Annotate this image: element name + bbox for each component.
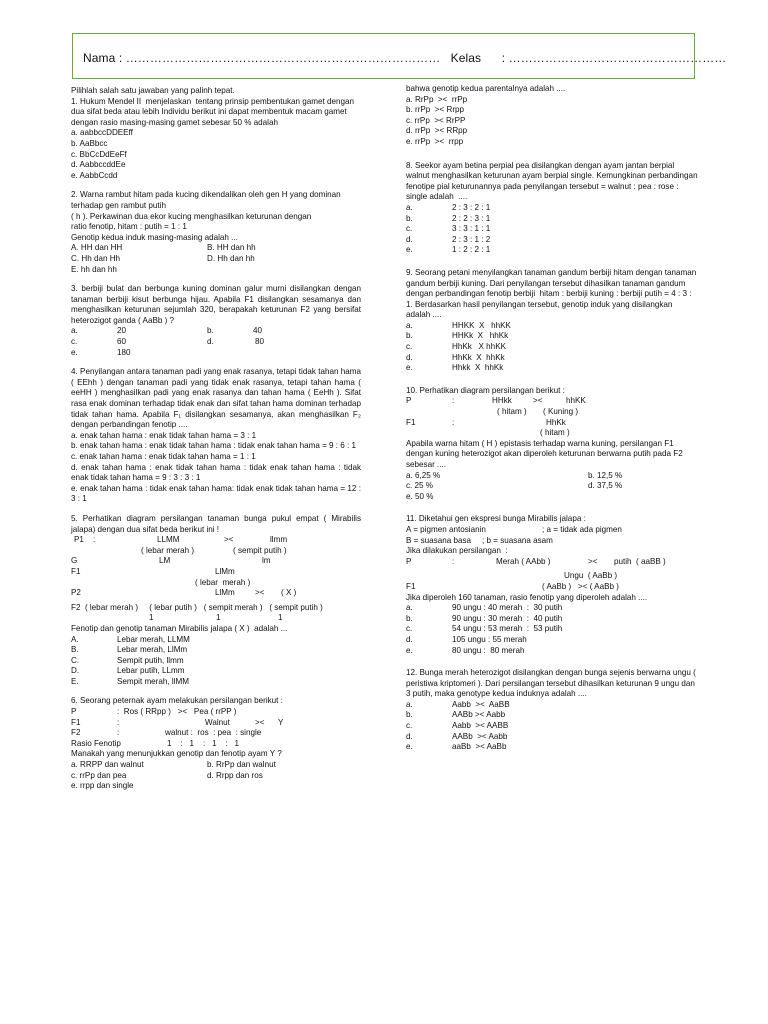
- cross-diagram-p: [406, 396, 698, 407]
- option-d-letter: d.: [207, 337, 214, 347]
- question-9-stem: 9. Seorang petani menyilangkan tanaman gandum berbiji hitam dengan tanaman gandum berbiji kuning. Dari penyilangan tersebut dihasilkan tanaman gandum dengan perbandingan fenotip berbiji hitam : berbiji kuning : berbiji putih = 4 : 3 : 1. Berdasarkan hasil penyilangan tersebut, genotip induk yang disilangkan adalah ....: [406, 267, 699, 320]
- question-5-ask: Fenotip dan genotip tanaman Mirabilis jalapa ( X ) adalah ...: [71, 623, 288, 633]
- colon: :: [93, 535, 96, 545]
- cross-diagram-p1: [71, 535, 361, 546]
- option-letter: a.: [406, 603, 413, 613]
- cross-symbol: ><: [588, 556, 598, 566]
- ratio-values: 1 : 1 : 1 : 1: [167, 738, 239, 748]
- option-letter: a.: [406, 320, 413, 330]
- genotype: LlMm: [215, 566, 235, 576]
- option-text: aaBb >< AaBb: [452, 742, 507, 752]
- option-letter: e.: [406, 742, 413, 752]
- question-9: [406, 268, 698, 374]
- question-4-stem: 4. Penyilangan antara tanaman padi yang enak rasanya, tetapi tidak tahan hama ( EEhh ) dengan tanaman padi yang tidak enak rasanya, tetapi tahan hama ( eeHH ) menghasilkan padi yang enak rasanya dan tahan hama ( EeHh ). Sifat rasa enak dominan terhadap tidak enak dan sifat tahan hama dominan terhadap tidak tahan hama. Apabila F₁ disilangkan sesamanya, akan menghasilkan F₂ dengan perbandingan fenotip ....: [71, 367, 361, 430]
- label-f1: F1: [406, 581, 416, 591]
- cross-diagram-gamete: [71, 556, 361, 567]
- option-b: b. enak tahan hama : enak tidak tahan hama : tidak enak tahan hama = 9 : 6 : 1: [71, 441, 357, 451]
- question-7: [406, 84, 698, 148]
- option-letter: c.: [406, 342, 413, 352]
- question-11-stem: 11. Diketahui gen ekspresi bunga Mirabilis jalapa :: [406, 514, 586, 524]
- instruction: Pilihlah salah satu jawaban yang palinh tepat.: [71, 86, 235, 95]
- colon: :: [117, 717, 120, 727]
- option-c: c. rrPp >< RrPP: [406, 115, 466, 125]
- option-text: AABb >< Aabb: [452, 710, 506, 720]
- question-3-stem: 3. berbiji bulat dan berbunga kuning dominan galur murni disilangkan dengan tanaman berbiji kisut berbunga hijau. Apabila F1 disilangkan sesamanya dan menghasilkan keturunan sejumlah 320, berapakah keturunan F2 yang bersifat heterozigot ganda ( AaBb ) ?: [71, 284, 361, 325]
- option-b: [406, 710, 698, 721]
- option-a: a. enak tahan hama : enak tidak tahan hama = 3 : 1: [71, 430, 257, 440]
- option-e: 180: [117, 347, 131, 357]
- option-b: [406, 331, 698, 342]
- option-letter: A.: [71, 634, 79, 644]
- options-row: [406, 471, 698, 482]
- option-text: Aabb >< AaBB: [452, 699, 510, 709]
- cross-diagram-f1: [406, 418, 698, 429]
- phenotype: ( lebar merah ): [141, 545, 195, 555]
- label-p: P: [71, 707, 77, 717]
- label-f1: F1: [71, 566, 81, 576]
- f1-cross: ( AaBb ) >< ( AaBb ): [542, 581, 619, 591]
- name-class-box: [72, 33, 727, 79]
- option-a: a. 6,25 %: [406, 470, 441, 480]
- cross-diagram-phenotype: [406, 407, 698, 418]
- option-c: [406, 342, 698, 353]
- option-text: Hhkk X hhKk: [452, 363, 504, 373]
- option-a: [406, 700, 698, 711]
- question-10-stem: 10. Perhatikan diagram persilangan berikut :: [406, 385, 565, 395]
- option-a: [406, 603, 698, 614]
- option-c: c. 25 %: [406, 481, 433, 491]
- option-text: 90 ungu : 30 merah : 40 putih: [452, 613, 563, 623]
- cross-diagram-f1: [71, 718, 361, 729]
- options-row: [71, 243, 361, 254]
- option-d: [71, 666, 361, 677]
- question-2-line: ( h ). Perkawinan dua ekor kucing menghasilkan keturunan dengan: [71, 211, 312, 221]
- phenotype: ( Kuning ): [543, 407, 579, 417]
- option-a: [406, 203, 698, 214]
- question-5-stem: 5. Perhatikan diagram persilangan tanaman bunga pukul empat ( Mirabilis jalapa) dengan dua sifat beda berikut ini !: [71, 513, 361, 534]
- cross-diagram-p: [71, 707, 361, 718]
- option-b: [406, 214, 698, 225]
- option-letter: d.: [406, 634, 413, 644]
- option-a: a. aabbccDDEEff: [71, 128, 133, 138]
- option-letter: E.: [71, 676, 79, 686]
- phenotype: ( sempit putih ): [233, 545, 287, 555]
- question-5: [71, 514, 361, 688]
- phenotype: Ungu ( AaBb ): [564, 571, 618, 581]
- option-e-letter: e.: [71, 347, 78, 357]
- option-text: Lebar putih, LLmm: [117, 666, 185, 676]
- option-text: HHKk X hhKk: [452, 331, 509, 341]
- genotype: llmm: [270, 535, 288, 545]
- genotype: LLMM: [157, 535, 180, 545]
- gene-definition: ; a = tidak ada pigmen: [542, 524, 622, 534]
- question-4: [71, 367, 361, 505]
- option-e: E. hh dan hh: [71, 264, 117, 274]
- option-b: b. AaBbcc: [71, 138, 108, 148]
- option-c: [406, 721, 698, 732]
- option-d: d. enak tahan hama : enak tidak tahan hama : tidak enak tahan hama : tidak enak tidak tahan hama = 9 : 3 : 3 : 1: [71, 462, 361, 483]
- options-row: [71, 348, 361, 359]
- option-letter: D.: [71, 666, 80, 676]
- cross-diagram-f1: [406, 582, 698, 593]
- option-letter: d.: [406, 731, 413, 741]
- option-text: 80 ungu : 80 merah: [452, 645, 525, 655]
- option-e: [71, 677, 361, 688]
- option-text: 90 ungu : 40 merah : 30 putih: [452, 603, 563, 613]
- option-d: D. Hh dan hh: [207, 253, 255, 263]
- question-10: [406, 386, 698, 503]
- option-d: d. Rrpp dan ros: [207, 770, 263, 780]
- option-d: [406, 235, 698, 246]
- option-text: 54 ungu : 53 merah : 53 putih: [452, 624, 563, 634]
- options-row: [406, 481, 698, 492]
- ratio-label: Rasio Fenotip: [71, 738, 121, 748]
- left-column: [71, 86, 361, 792]
- name-class-line: Nama : …………………………………………………………………… Kelas : ………………………………………………: [83, 51, 727, 65]
- option-b: [71, 645, 361, 656]
- question-6-ask: Manakah yang menunjukkan genotip dan fenotip ayam Y ?: [71, 749, 282, 759]
- question-2-stem: 2. Warna rambut hitam pada kucing dikendalikan oleh gen H yang dominan terhadap gen rambut putih: [71, 190, 343, 210]
- option-text: Sempit merah, llMM: [117, 676, 189, 686]
- cross-symbol: ><: [255, 588, 265, 598]
- option-a-letter: a.: [71, 326, 78, 336]
- option-letter: b.: [406, 213, 413, 223]
- option-c: c. enak tahan hama : enak tidak tahan hama = 1 : 1: [71, 452, 256, 461]
- option-b: 40: [253, 326, 263, 336]
- parent: Merah ( AAbb ): [496, 556, 551, 566]
- label-p2: P2: [71, 588, 81, 598]
- question-11-ask: Jika diperoleh 160 tanaman, rasio fenotip yang diperoleh adalah ....: [406, 592, 648, 602]
- colon: :: [452, 396, 455, 406]
- option-c-letter: c.: [71, 337, 78, 347]
- option-d: d. AabbccddEe: [71, 160, 126, 170]
- cross-diagram-p: [406, 557, 698, 568]
- parents: : Ros ( RRpp ) >< Pea ( rrPP ): [117, 707, 237, 717]
- genotype: HhKk: [546, 417, 566, 427]
- option-e: [406, 646, 698, 657]
- question-11: [406, 514, 698, 656]
- option-text: Sempit putih, llmm: [117, 655, 184, 665]
- option-c: [406, 224, 698, 235]
- ratio-value: 1: [149, 613, 154, 623]
- gene-definition: A = pigmen antosianin: [406, 524, 486, 534]
- cross-diagram-f1-phenotype: [71, 578, 361, 589]
- question-8-stem: 8. Seekor ayam betina perpial pea disilangkan dengan ayam jantan berpial walnut menghasilkan keturunan ayam berpial single. Kemungkinan perbandingan fenotipe pial keturunannya pada penyilangan tersebut = walnut : pea : rose : single adalah ....: [406, 160, 700, 202]
- f2-phenotypes: walnut : ros : pea : single: [165, 728, 262, 738]
- option-c: c. rrPp dan pea: [71, 770, 127, 780]
- question-2-line: ratio fenotip, hitam : putih = 1 : 1: [71, 222, 187, 232]
- option-letter: c.: [406, 624, 413, 634]
- label-f1: F1: [406, 417, 416, 427]
- option-b: b. 12,5 %: [588, 470, 623, 480]
- cross-diagram-f1-phenotype: [406, 428, 698, 439]
- question-6: [71, 696, 361, 791]
- option-c: [71, 656, 361, 667]
- cross-diagram-f2: [71, 728, 361, 739]
- option-c: [406, 624, 698, 635]
- options-row: [71, 326, 361, 337]
- option-a: A. HH dan HH: [71, 243, 123, 253]
- option-e: [406, 245, 698, 256]
- gene-definition: ; b = suasana asam: [482, 535, 553, 545]
- question-7-continuation: bahwa genotip kedua parentalnya adalah ....: [406, 84, 566, 93]
- option-letter: a.: [406, 202, 413, 212]
- ratio-value: 1: [278, 613, 283, 623]
- option-b: b. rrPp >< Rrpp: [406, 105, 465, 115]
- question-2-line: Genotip kedua induk masing-masing adalah ...: [71, 232, 238, 242]
- option-letter: b.: [406, 613, 413, 623]
- option-letter: a.: [406, 699, 413, 709]
- phenotype: Walnut: [205, 717, 230, 727]
- label-f2: F2: [71, 728, 81, 738]
- option-e: e. rrPp >< rrpp: [406, 136, 464, 146]
- option-text: 3 : 3 : 1 : 1: [452, 224, 491, 234]
- option-letter: B.: [71, 645, 79, 655]
- colon: :: [452, 417, 455, 427]
- option-letter: e.: [406, 645, 413, 655]
- gamete: LM: [159, 556, 171, 566]
- question-12-stem: 12. Bunga merah heterozigot disilangkan dengan bunga sejenis berwarna ungu ( peristiwa kriptomeri ). Dari persilangan tersebut dihasilkan keturunan 9 ungu dan 3 putih, maka genotype kedua induknya adalah ....: [406, 668, 699, 699]
- option-letter: c.: [406, 721, 413, 731]
- question-2: [71, 190, 361, 275]
- question-3: [71, 284, 361, 358]
- gamete: lm: [262, 556, 271, 566]
- cross-symbol: ><: [224, 535, 234, 545]
- option-text: Lebar merah, LlMm: [117, 645, 188, 655]
- option-a: 20: [117, 326, 127, 336]
- option-b: b. RrPp dan walnut: [207, 760, 276, 770]
- question-12: [406, 668, 698, 753]
- options-row: [71, 760, 361, 771]
- option-letter: d.: [406, 234, 413, 244]
- cross-intro: Jika dilakukan persilangan :: [406, 546, 508, 556]
- label-f1: F1: [71, 717, 81, 727]
- option-text: 1 : 2 : 2 : 1: [452, 245, 491, 255]
- option-text: HHKK X hhKK: [452, 320, 511, 330]
- option-letter: e.: [406, 363, 413, 373]
- gene-b: [406, 536, 698, 547]
- ratio-value: 1: [216, 613, 221, 623]
- option-text: 2 : 3 : 2 : 1: [452, 202, 491, 212]
- question-1-stem: 1. Hukum Mendel II menjelaskan tentang prinsip pembentukan gamet dengan dua sifat beda atau lebih Individu berikut ini dapat membentuk macam gamet dengan rasio masing-masing gamet sebesar 50 % adalah: [71, 96, 357, 127]
- label-p: P: [406, 396, 412, 406]
- option-e: e. 50 %: [406, 491, 434, 501]
- option-text: 2 : 2 : 3 : 1: [452, 213, 491, 223]
- cross-diagram-phenotype: [71, 546, 361, 557]
- parent: putih ( aaBB ): [614, 556, 666, 566]
- genotype: HHkk: [492, 396, 512, 406]
- option-e: e. rrpp dan single: [71, 781, 134, 791]
- option-d: 80: [255, 337, 265, 347]
- unknown-y: Y: [278, 717, 284, 727]
- options-row: [71, 254, 361, 265]
- colon: :: [117, 728, 120, 738]
- genotype: LlMm: [215, 588, 235, 598]
- option-text: HhKk X hhKK: [452, 342, 506, 352]
- question-6-stem: 6. Seorang peternak ayam melakukan persilangan berikut :: [71, 696, 283, 706]
- right-column: [406, 84, 698, 753]
- option-text: HhKk X hhKk: [452, 352, 505, 362]
- phenotype: ( lebar merah ): [195, 577, 251, 587]
- option-e: [406, 742, 698, 753]
- option-text: 2 : 3 : 1 : 2: [452, 234, 491, 244]
- unknown-x: ( X ): [281, 588, 297, 598]
- genotype: hhKK: [566, 396, 586, 406]
- label-g: G: [71, 556, 78, 566]
- option-d: [406, 353, 698, 364]
- question-8: [406, 161, 698, 256]
- question-1: [71, 97, 361, 182]
- option-d: [406, 732, 698, 743]
- cross-symbol: ><: [255, 717, 265, 727]
- option-d: d. 37,5 %: [588, 481, 623, 491]
- option-letter: c.: [406, 224, 413, 234]
- option-e: [406, 363, 698, 374]
- f2-phenotypes: F2 ( lebar merah ) ( lebar putih ) ( sempit merah ) ( sempit putih ): [71, 602, 323, 612]
- options-row: [71, 337, 361, 348]
- option-letter: e.: [406, 245, 413, 255]
- option-a: [406, 321, 698, 332]
- option-d: [406, 635, 698, 646]
- option-e: e. AabbCcdd: [71, 170, 118, 180]
- option-a: a. RrPp >< rrPp: [406, 94, 468, 104]
- gene-definition: B = suasana basa: [406, 535, 472, 545]
- option-letter: d.: [406, 352, 413, 362]
- option-text: AABb >< Aabb: [452, 731, 508, 741]
- option-c: C. Hh dan Hh: [71, 253, 121, 263]
- phenotype-ratio: [71, 739, 361, 750]
- question-10-ask: Apabila warna hitam ( H ) epistasis terhadap warna kuning, persilangan F1 dengan kuning heterozigot akan diperoleh keturunan berwarna putih pada F2 sebesar ....: [406, 438, 685, 469]
- option-b-letter: b.: [207, 326, 214, 336]
- option-e: e. enak tahan hama : tidak enak tahan hama: tidak enak tidak tahan hama = 12 : 3 : 1: [71, 483, 361, 504]
- option-letter: b.: [406, 710, 413, 720]
- option-a: a. RRPP dan walnut: [71, 760, 144, 770]
- option-text: Lebar merah, LLMM: [117, 634, 190, 644]
- cross-symbol: ><: [533, 396, 543, 406]
- label-p: P: [406, 556, 412, 566]
- option-text: Aabb >< AABB: [452, 721, 509, 731]
- option-letter: b.: [406, 331, 413, 341]
- label-p1: P1: [74, 535, 84, 545]
- option-b: B. HH dan hh: [207, 243, 256, 253]
- option-b: [406, 614, 698, 625]
- cross-diagram-p2: [71, 588, 361, 599]
- phenotype: ( hitam ): [540, 428, 570, 438]
- option-a: [71, 635, 361, 646]
- options-row: [71, 771, 361, 782]
- option-d: d. rrPp >< RRpp: [406, 126, 468, 136]
- phenotype: ( hitam ): [497, 407, 527, 417]
- option-text: 105 ungu : 55 merah: [452, 634, 527, 644]
- gene-a: [406, 525, 698, 536]
- cross-diagram-f1: [71, 567, 361, 578]
- option-letter: C.: [71, 655, 80, 665]
- f2-ratio: [71, 613, 361, 624]
- option-c: 60: [117, 337, 127, 347]
- colon: :: [452, 556, 455, 566]
- option-c: c. BbCcDdEeFf: [71, 149, 127, 159]
- f1-phenotype: [406, 571, 698, 582]
